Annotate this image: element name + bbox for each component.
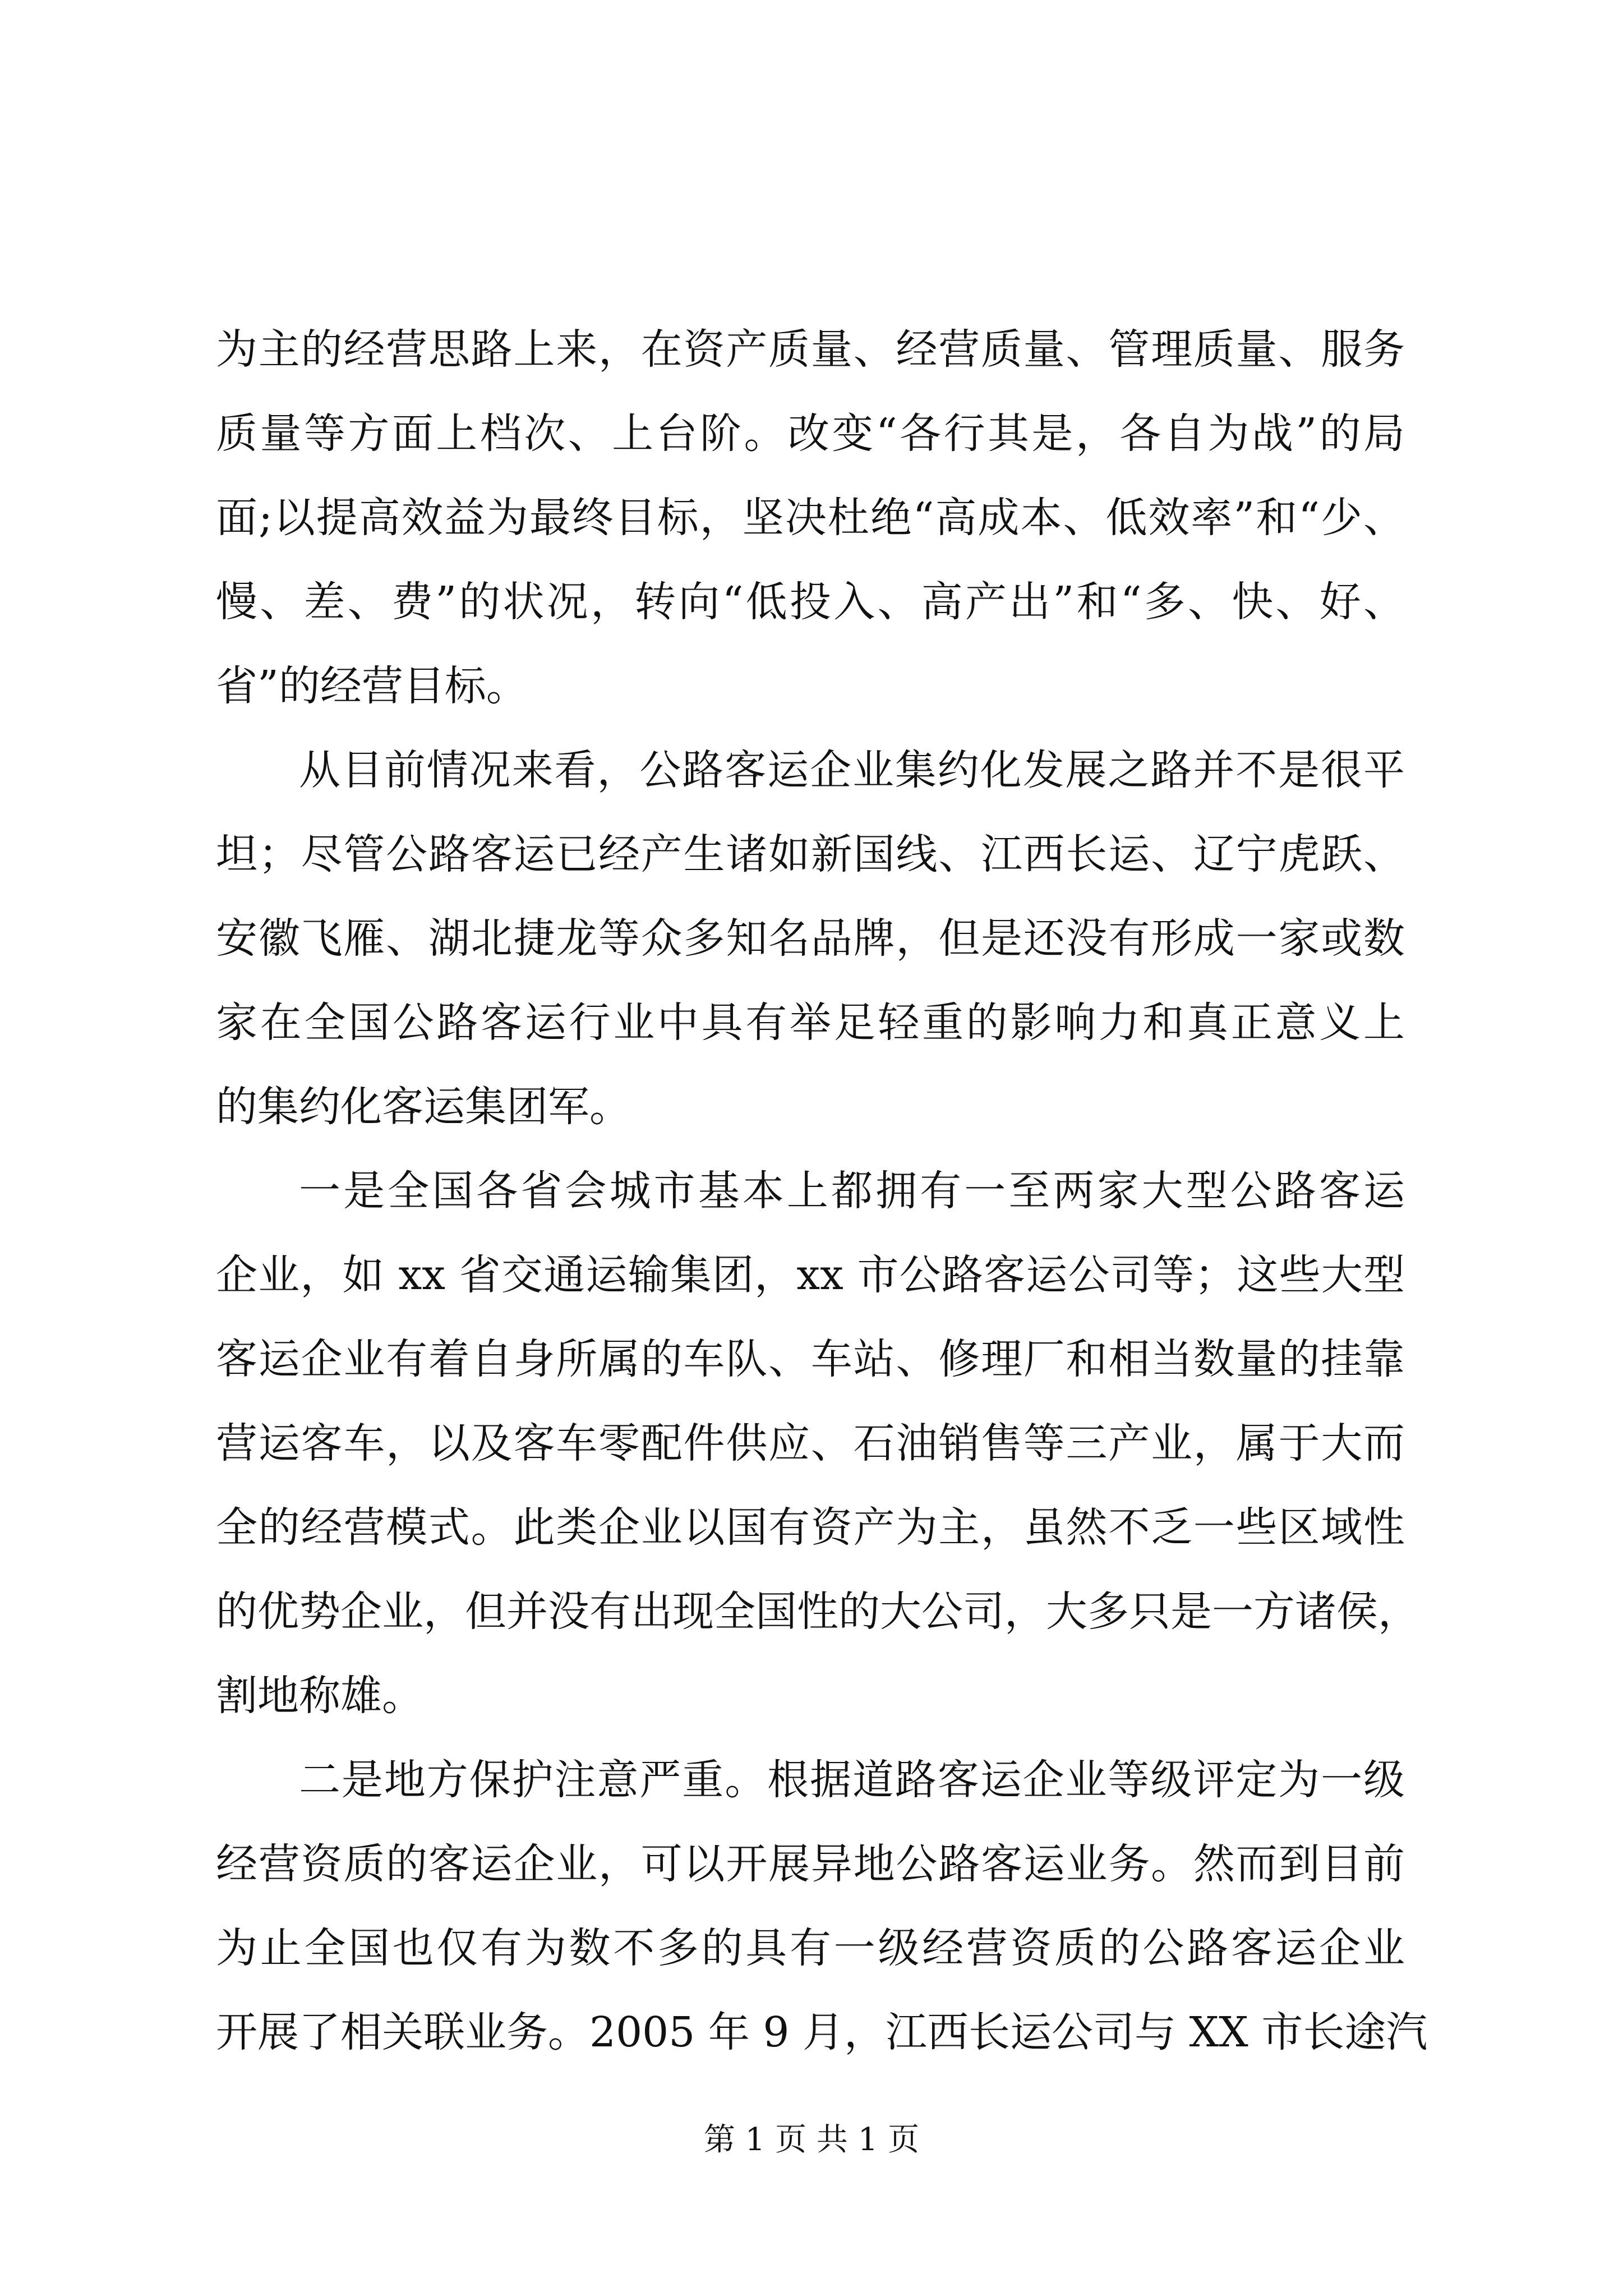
text-line: 慢、差、费”的状况，转向“低投入、高产出”和“多、快、好、 <box>216 578 1405 626</box>
document-body <box>216 307 1428 2074</box>
text-line: 全的经营模式。此类企业以国有资产为主，虽然不乏一些区域性 <box>216 1503 1405 1552</box>
paragraph <box>216 728 1405 1149</box>
text-line: 客运企业有着自身所属的车队、车站、修理厂和相当数量的挂靠 <box>216 1335 1405 1383</box>
text-line: 二是地方保护注意严重。根据道路客运企业等级评定为一级 <box>299 1756 1405 1804</box>
page-number-label: 第 1 页 共 1 页 <box>703 2122 920 2158</box>
text-line: 企业，如 xx 省交通运输集团，xx 市公路客运公司等；这些大型 <box>216 1251 1405 1299</box>
text-line: 一是全国各省会城市基本上都拥有一至两家大型公路客运 <box>299 1167 1405 1215</box>
text-line: 的集约化客运集团军。 <box>216 1083 631 1131</box>
text-line: 为止全国也仅有为数不多的具有一级经营资质的公路客运企业 <box>216 1924 1405 1972</box>
paragraph <box>216 1149 1419 1738</box>
text-line: 的优势企业，但并没有出现全国性的大公司，大多只是一方诸侯， <box>216 1588 1419 1636</box>
paragraph <box>216 307 1405 728</box>
text-line: 安徽飞雁、湖北捷龙等众多知名品牌，但是还没有形成一家或数 <box>216 914 1405 963</box>
text-line: 开展了相关联业务。2005 年 9 月，江西长运公司与 XX 市长途汽 <box>216 2008 1428 2056</box>
text-line: 为主的经营思路上来，在资产质量、经营质量、管理质量、服务 <box>216 325 1405 374</box>
text-line: 营运客车，以及客车零配件供应、石油销售等三产业，属于大而 <box>216 1419 1405 1467</box>
text-line: 家在全国公路客运行业中具有举足轻重的影响力和真正意义上 <box>216 999 1405 1047</box>
text-line: 坦；尽管公路客运已经产生诸如新国线、江西长运、辽宁虎跃、 <box>216 830 1405 878</box>
text-line: 从目前情况来看，公路客运企业集约化发展之路并不是很平 <box>299 746 1405 794</box>
text-line: 面;以提高效益为最终目标，坚决杜绝“高成本、低效率”和“少、 <box>216 494 1405 542</box>
text-line: 省”的经营目标。 <box>216 662 528 710</box>
page-footer <box>0 2120 1623 2160</box>
text-line: 质量等方面上档次、上台阶。改变“各行其是，各自为战”的局 <box>216 409 1405 458</box>
text-line: 经营资质的客运企业，可以开展异地公路客运业务。然而到目前 <box>216 1840 1405 1888</box>
paragraph <box>216 1738 1428 2074</box>
text-line: 割地称雄。 <box>216 1672 423 1720</box>
